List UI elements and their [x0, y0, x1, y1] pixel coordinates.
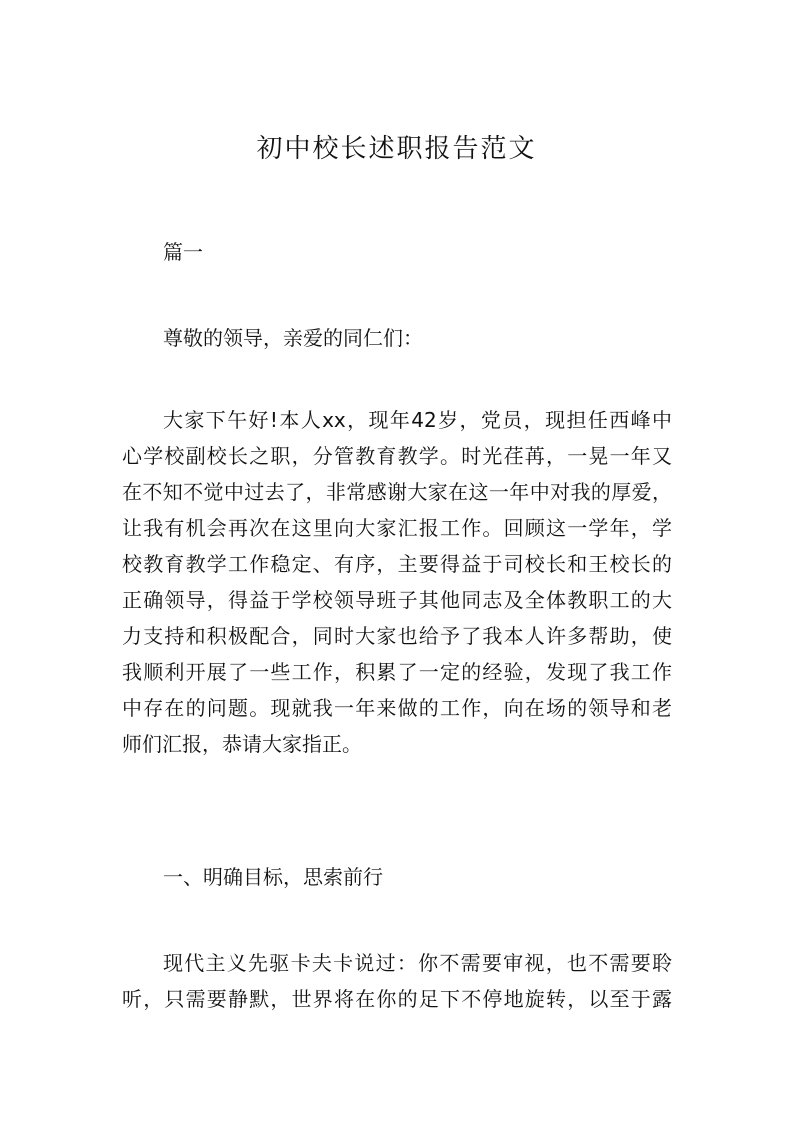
paragraph-line: 现代主义先驱卡夫卡说过：你不需要审视，也不需要聆: [163, 951, 672, 975]
paragraph-line: 心学校副校长之职，分管教育教学。时光荏苒，一晃一年又: [122, 444, 672, 468]
document-title: 初中校长述职报告范文: [256, 134, 537, 164]
section-label: 篇一: [163, 240, 203, 264]
paragraph-line: 校教育教学工作稳定、有序，主要得益于司校长和王校长的: [122, 552, 672, 576]
section-heading: 一、明确目标，思索前行: [163, 865, 383, 889]
paragraph-line: 我顺利开展了一些工作，积累了一定的经验，发现了我工作: [122, 660, 672, 684]
paragraph-line: 师们汇报，恭请大家指正。: [122, 732, 362, 756]
paragraph-line: 大家下午好!本人xx，现年42岁，党员，现担任西峰中: [163, 408, 672, 432]
paragraph-line: 在不知不觉中过去了，非常感谢大家在这一年中对我的厚爱，: [122, 480, 672, 504]
paragraph-line: 中存在的问题。现就我一年来做的工作，向在场的领导和老: [122, 696, 672, 720]
paragraph-line: 听，只需要静默，世界将在你的足下不停地旋转，以至于露: [122, 987, 672, 1011]
paragraph-line: 力支持和积极配合，同时大家也给予了我本人许多帮助，使: [122, 624, 672, 648]
salutation: 尊敬的领导，亲爱的同仁们：: [163, 326, 423, 350]
paragraph-line: 正确领导，得益于学校领导班子其他同志及全体教职工的大: [122, 588, 672, 612]
paragraph-line: 让我有机会再次在这里向大家汇报工作。回顾这一学年，学: [122, 516, 672, 540]
